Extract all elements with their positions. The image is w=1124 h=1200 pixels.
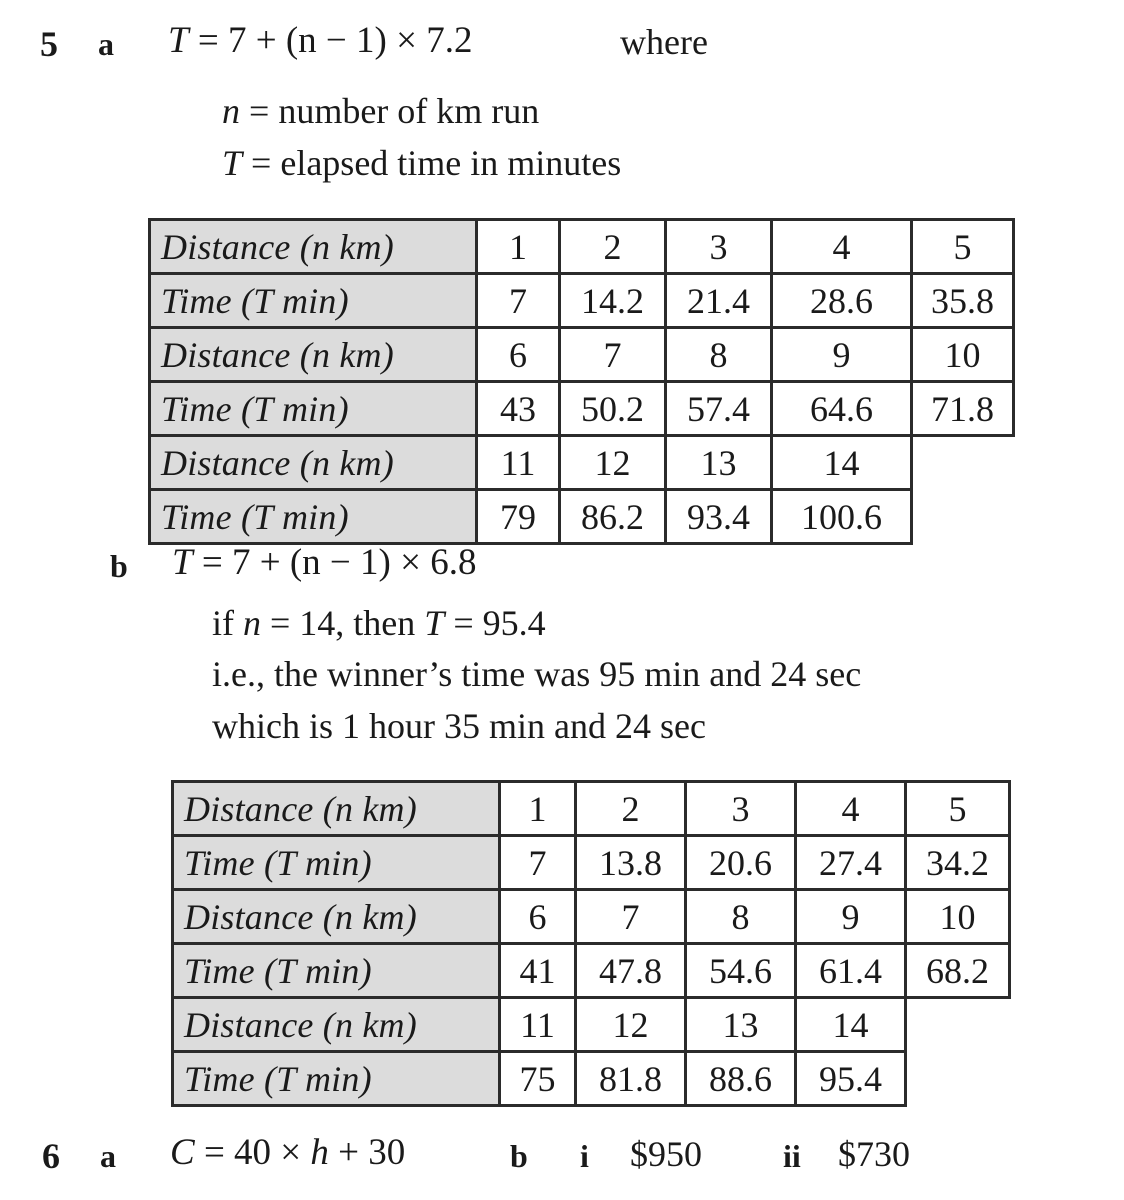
row-label: Time (T min) — [173, 836, 500, 890]
formula-plus-30: + 30 — [328, 1132, 406, 1173]
cell: 8 — [666, 328, 772, 382]
cell: 5 — [906, 782, 1010, 836]
data-table-1 — [148, 218, 1015, 545]
row-label: Time (T min) — [173, 944, 500, 998]
row-label: Time (T min) — [173, 1052, 500, 1106]
cell: 75 — [500, 1052, 576, 1106]
cell: 4 — [796, 782, 906, 836]
question-6b-roman-i-label: i — [580, 1138, 589, 1174]
cell: 7 — [500, 836, 576, 890]
cell: 41 — [500, 944, 576, 998]
cell: 10 — [912, 328, 1014, 382]
if-prefix: if — [212, 603, 243, 643]
table-row — [150, 274, 1014, 328]
cell: 34.2 — [906, 836, 1010, 890]
cell: 28.6 — [772, 274, 912, 328]
table-row — [173, 782, 1010, 836]
cell: 13 — [686, 998, 796, 1052]
cell: 13.8 — [576, 836, 686, 890]
cell: 86.2 — [560, 490, 666, 544]
formula-variable-h: h — [310, 1132, 329, 1173]
formula-equals: = — [201, 542, 223, 583]
cell: 12 — [560, 436, 666, 490]
cell: 12 — [576, 998, 686, 1052]
cell: 21.4 — [666, 274, 772, 328]
cell-empty — [912, 490, 1014, 544]
if-variable-T: T — [424, 603, 445, 643]
formula-equals-40-times: = 40 × — [203, 1132, 311, 1173]
row-label: Distance (n km) — [150, 220, 477, 274]
cell: 27.4 — [796, 836, 906, 890]
table-row — [150, 436, 1014, 490]
cell-empty — [906, 1052, 1010, 1106]
question-5a-where-word: where — [620, 22, 708, 62]
question-6b-roman-ii-label: ii — [783, 1138, 801, 1174]
cell: 79 — [477, 490, 560, 544]
cell: 57.4 — [666, 382, 772, 436]
cell: 4 — [772, 220, 912, 274]
row-label: Distance (n km) — [150, 328, 477, 382]
table-row — [173, 1052, 1010, 1106]
cell: 81.8 — [576, 1052, 686, 1106]
cell: 95.4 — [796, 1052, 906, 1106]
formula-right-hand-side: 7 + (n − 1) × 6.8 — [231, 542, 477, 583]
cell-empty — [912, 436, 1014, 490]
question-5b-line-conclusion: i.e., the winner’s time was 95 min and 24 sec — [212, 654, 862, 694]
question-5a-formula — [168, 22, 472, 59]
if-middle: = 14, then — [261, 603, 425, 643]
question-5b-formula — [172, 544, 476, 581]
cell: 20.6 — [686, 836, 796, 890]
formula-variable-T: T — [168, 20, 189, 61]
table-row — [150, 328, 1014, 382]
cell: 8 — [686, 890, 796, 944]
row-label: Time (T min) — [150, 274, 477, 328]
cell: 35.8 — [912, 274, 1014, 328]
question-6-part-a-label: a — [100, 1138, 116, 1174]
formula-variable-C: C — [170, 1132, 195, 1173]
definition-T-equals: = — [251, 143, 272, 183]
cell: 13 — [666, 436, 772, 490]
question-6-part-b-label: b — [510, 1138, 528, 1174]
question-5-part-a-label: a — [98, 26, 114, 62]
definition-n-equals: = — [249, 91, 270, 131]
question-6a-formula — [170, 1134, 405, 1171]
row-label: Distance (n km) — [173, 890, 500, 944]
table-row — [150, 490, 1014, 544]
cell: 93.4 — [666, 490, 772, 544]
cell: 47.8 — [576, 944, 686, 998]
cell: 100.6 — [772, 490, 912, 544]
cell: 14 — [772, 436, 912, 490]
cell: 68.2 — [906, 944, 1010, 998]
data-table-2 — [171, 780, 1011, 1107]
cell: 11 — [477, 436, 560, 490]
question-5b-line-hours: which is 1 hour 35 min and 24 sec — [212, 706, 706, 746]
cell: 7 — [477, 274, 560, 328]
question-5b-line-if — [212, 605, 546, 641]
if-suffix: = 95.4 — [444, 603, 546, 643]
definition-T-line — [222, 145, 621, 181]
cell: 1 — [500, 782, 576, 836]
row-label: Distance (n km) — [150, 436, 477, 490]
question-6b-i-value: $950 — [630, 1134, 702, 1174]
formula-equals: = — [197, 20, 219, 61]
definition-T-text: elapsed time in minutes — [280, 143, 622, 183]
cell: 43 — [477, 382, 560, 436]
table-row — [173, 944, 1010, 998]
cell-empty — [906, 998, 1010, 1052]
table-row — [150, 382, 1014, 436]
question-5-number: 5 — [40, 24, 58, 64]
row-label: Distance (n km) — [173, 998, 500, 1052]
cell: 88.6 — [686, 1052, 796, 1106]
if-variable-n: n — [243, 603, 261, 643]
row-label: Distance (n km) — [173, 782, 500, 836]
table-row — [150, 220, 1014, 274]
row-label: Time (T min) — [150, 490, 477, 544]
table-row — [173, 998, 1010, 1052]
question-6-number: 6 — [42, 1136, 60, 1176]
table-row — [173, 890, 1010, 944]
cell: 64.6 — [772, 382, 912, 436]
definition-n-variable: n — [222, 91, 240, 131]
definition-T-variable: T — [222, 143, 243, 183]
cell: 50.2 — [560, 382, 666, 436]
cell: 5 — [912, 220, 1014, 274]
cell: 3 — [686, 782, 796, 836]
cell: 10 — [906, 890, 1010, 944]
definition-n-text: number of km run — [278, 91, 540, 131]
table-row — [173, 836, 1010, 890]
cell: 1 — [477, 220, 560, 274]
cell: 14.2 — [560, 274, 666, 328]
definition-n-line — [222, 93, 539, 129]
cell: 54.6 — [686, 944, 796, 998]
question-6b-ii-value: $730 — [838, 1134, 910, 1174]
cell: 3 — [666, 220, 772, 274]
cell: 14 — [796, 998, 906, 1052]
cell: 7 — [576, 890, 686, 944]
cell: 9 — [772, 328, 912, 382]
cell: 71.8 — [912, 382, 1014, 436]
cell: 6 — [500, 890, 576, 944]
cell: 11 — [500, 998, 576, 1052]
row-label: Time (T min) — [150, 382, 477, 436]
cell: 7 — [560, 328, 666, 382]
cell: 2 — [560, 220, 666, 274]
formula-right-hand-side: 7 + (n − 1) × 7.2 — [227, 20, 473, 61]
cell: 9 — [796, 890, 906, 944]
cell: 2 — [576, 782, 686, 836]
cell: 61.4 — [796, 944, 906, 998]
question-5-part-b-label: b — [110, 548, 128, 584]
cell: 6 — [477, 328, 560, 382]
formula-variable-T: T — [172, 542, 193, 583]
